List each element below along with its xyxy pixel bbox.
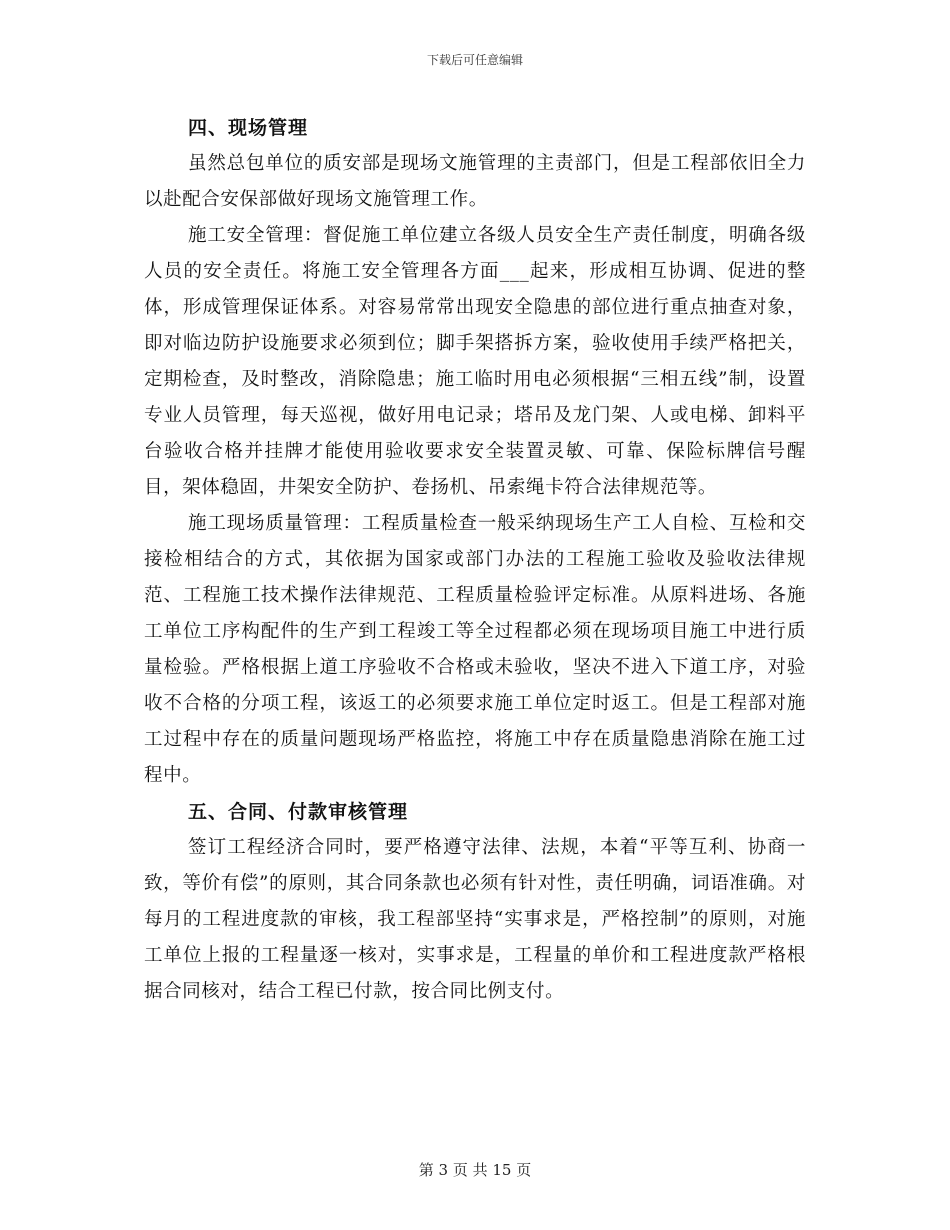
section-heading-site-management: 四、现场管理 (188, 117, 309, 139)
paragraph-construction-safety-management: 施工安全管理：督促施工单位建立各级人员安全生产责任制度，明确各级人员的安全责任。将施工安全管理各方面___起来，形成相互协调、促进的整体，形成管理保证体系。对容易常常出现安全隐患的部位进行重点抽查对象，即对临边防护设施要求必须到位；脚手架搭拆方案，验收使用手续严格把关，定期检查，及时整改，消除隐患；施工临时用电必须根据“三相五线”制，设置专业人员管理，每天巡视，做好用电记录；塔吊及龙门架、人或电梯、卸料平台验收合格并挂牌才能使用验收要求安全装置灵敏、可靠、保险标牌信号醒目，架体稳固，井架安全防护、卷扬机、吊索绳卡符合法律规范等。 (144, 225, 806, 498)
paragraph-construction-quality-management: 施工现场质量管理：工程质量检查一般采纳现场生产工人自检、互检和交接检相结合的方式，其依据为国家或部门办法的工程施工验收及验收法律规范、工程施工技术操作法律规范、工程质量检验评定标准。从原料进场、各施工单位工序构配件的生产到工程竣工等全过程都必须在现场项目施工中进行质量检验。严格根据上道工序验收不合格或未验收，坚决不进入下道工序，对验收不合格的分项工程，该返工的必须要求施工单位定时返工。但是工程部对施工过程中存在的质量问题现场严格监控，将施工中存在质量隐患消除在施工过程中。 (144, 513, 806, 786)
section-heading-contract-payment-review: 五、合同、付款审核管理 (188, 801, 409, 823)
page-header-note: 下载后可任意编辑 (426, 53, 523, 67)
paragraph-contract-payment-review: 签订工程经济合同时，要严格遵守法律、法规，本着“平等互利、协商一致，等价有偿”的原则，其合同条款也必须有针对性，责任明确，词语准确。对每月的工程进度款的审核，我工程部坚持“实事求是，严格控制”的原则，对施工单位上报的工程量逐一核对，实事求是，工程量的单价和工程进度款严格根据合同核对，结合工程已付款，按合同比例支付。 (144, 837, 806, 1002)
page-number-footer: 第 3 页 共 15 页 (418, 1161, 532, 1179)
document-body (144, 110, 806, 1010)
paragraph-site-civilized-construction: 虽然总包单位的质安部是现场文施管理的主责部门，但是工程部依旧全力以赴配合安保部做好现场文施管理工作。 (144, 153, 806, 210)
